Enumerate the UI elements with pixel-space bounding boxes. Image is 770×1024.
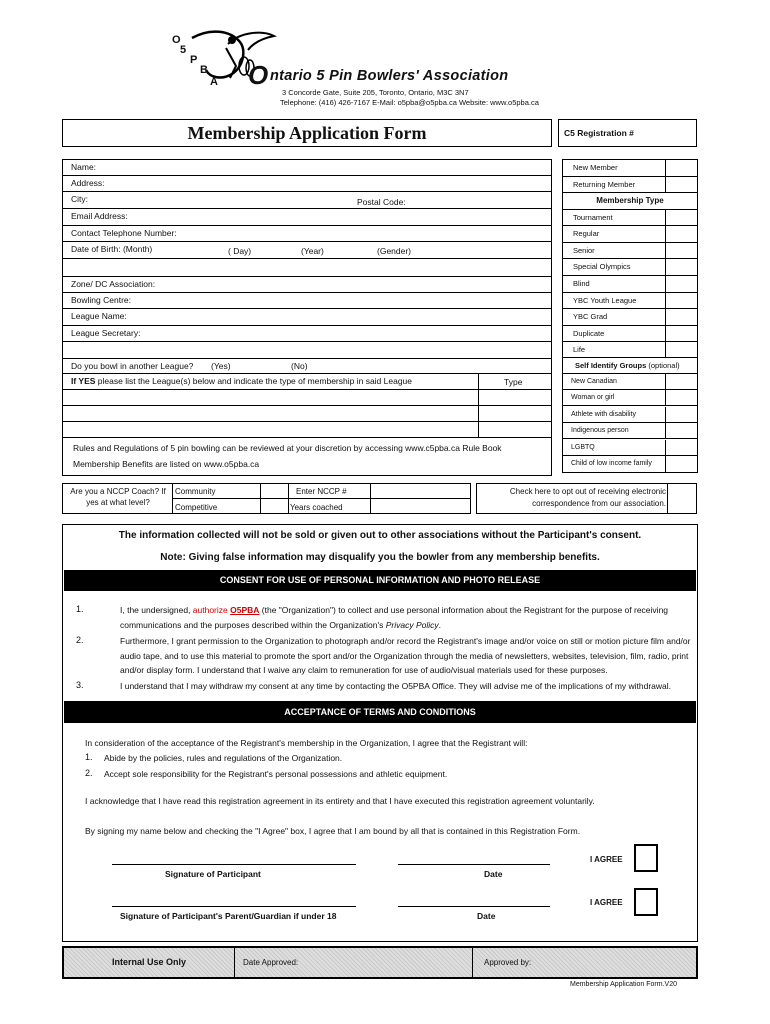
- i-agree-label-1: I AGREE: [590, 855, 623, 864]
- participant-date-line[interactable]: [398, 864, 550, 865]
- league-name-field[interactable]: [63, 309, 551, 326]
- self-identify-group-label: Child of low income family: [571, 460, 652, 467]
- membership-type-label: YBC Youth League: [573, 296, 637, 305]
- bowling-centre-label: Bowling Centre:: [71, 295, 132, 305]
- consent-item-1-number: 1.: [76, 604, 84, 614]
- membership-type-checkbox[interactable]: [665, 276, 697, 293]
- other-league-yes[interactable]: (Yes): [211, 361, 231, 371]
- phone-field[interactable]: [63, 226, 551, 242]
- membership-type-header: Membership Type: [563, 193, 697, 210]
- privacy-policy-text: Privacy Policy: [385, 619, 439, 630]
- new-member-label: New Member: [573, 163, 618, 172]
- internal-divider-2: [472, 948, 473, 977]
- zone-label: Zone/ DC Association:: [71, 279, 156, 289]
- city-field[interactable]: [63, 192, 551, 209]
- rules-note: Rules and Regulations of 5 pin bowling can be reviewed at your discretion by accessing www.c5pba.ca Rule Book: [73, 443, 502, 453]
- c5-registration-label: C5 Registration #: [564, 128, 634, 138]
- returning-member-checkbox[interactable]: [665, 177, 697, 193]
- email-label: Email Address:: [71, 211, 128, 221]
- nccp-coach-question: Are you a NCCP Coach? If yes at what level?: [70, 487, 166, 507]
- membership-type-checkbox[interactable]: [665, 243, 697, 259]
- signing-statement: By signing my name below and checking the "I Agree" box, I agree that I am bound by all that is contained in this Registration Form.: [85, 826, 581, 836]
- membership-type-checkbox[interactable]: [665, 342, 697, 358]
- org-address: 3 Concorde Gate, Suite 205, Toronto, Ontario, M3C 3N7: [282, 88, 469, 97]
- membership-type-label: Life: [573, 345, 586, 354]
- guardian-date-line[interactable]: [398, 906, 550, 907]
- opt-out-checkbox[interactable]: [668, 484, 696, 513]
- logo-letter-a: A: [210, 76, 218, 88]
- membership-type-checkbox[interactable]: [665, 293, 697, 309]
- address-field[interactable]: [63, 176, 551, 192]
- consent-item-3-number: 3.: [76, 680, 84, 690]
- self-identify-group-label: Woman or girl: [571, 394, 615, 401]
- other-league-label: Do you bowl in another League?: [71, 361, 194, 371]
- logo-letter-p: P: [190, 54, 198, 66]
- gender-label: (Gender): [377, 246, 412, 256]
- membership-type-label: Special Olympics: [573, 262, 631, 271]
- form-title: Membership Application Form: [187, 123, 427, 143]
- nccp-number-input[interactable]: [372, 484, 470, 498]
- benefits-note: Membership Benefits are listed on www.o5pba.ca: [73, 459, 260, 469]
- new-member-checkbox[interactable]: [665, 160, 697, 177]
- i-agree-checkbox-2[interactable]: [634, 888, 658, 916]
- guardian-signature-line[interactable]: [112, 906, 356, 907]
- consent-item-1-pre: I, the undersigned,: [120, 605, 193, 615]
- participant-signature-label: Signature of Participant: [165, 869, 261, 879]
- years-coached-input[interactable]: [372, 499, 470, 513]
- date-approved-label: Date Approved:: [243, 958, 299, 967]
- membership-type-checkbox[interactable]: [665, 226, 697, 243]
- other-league-no[interactable]: (No): [291, 361, 308, 371]
- name-field[interactable]: [63, 160, 551, 176]
- zone-field[interactable]: [63, 276, 551, 293]
- internal-divider-1: [234, 948, 235, 977]
- acceptance-header: ACCEPTANCE OF TERMS AND CONDITIONS: [64, 701, 696, 723]
- self-identify-header: [563, 358, 697, 374]
- returning-member-label: Returning Member: [573, 180, 636, 189]
- title-box: [62, 119, 552, 147]
- membership-type-checkbox[interactable]: [665, 210, 697, 226]
- consent-item-2: Furthermore, I grant permission to the Organization to photograph and/or record the Registrant's image and/or voice on still or motion picture film and/or audio tape, and to use this material to promote the sport and/or the Organization through the media of newsletters, websites, television, film, radio, print and/or display form. I understand that I waive any claim to remuneration for use of audio/visual materials used for these purposes.: [120, 636, 691, 675]
- dob-label: Date of Birth: (Month): [71, 244, 153, 254]
- membership-type-label: Blind: [573, 279, 590, 288]
- opt-out-text: Check here to opt out of receiving electronic correspondence from our association.: [509, 487, 666, 508]
- authorize-word: authorize: [192, 605, 228, 615]
- address-label: Address:: [71, 178, 105, 188]
- league-name-label: League Name:: [71, 311, 127, 321]
- if-yes-bold: If YES: [71, 376, 96, 386]
- participant-date-label: Date: [484, 869, 503, 879]
- self-identify-group-checkbox[interactable]: [665, 374, 697, 390]
- name-label: Name:: [71, 162, 97, 172]
- i-agree-label-2: I AGREE: [590, 898, 623, 907]
- self-identify-group-label: New Canadian: [571, 378, 617, 385]
- logo-letter-o: O: [172, 34, 181, 46]
- nccp-number-label: Enter NCCP #: [296, 487, 347, 496]
- consent-item-1: [120, 603, 695, 632]
- acceptance-item-2: Accept sole responsibility for the Registrant's personal possessions and athletic equipment.: [104, 769, 448, 779]
- membership-type-label: Duplicate: [573, 329, 605, 338]
- day-label: ( Day): [228, 246, 252, 256]
- membership-type-label: Regular: [573, 229, 600, 238]
- self-identify-group-label: Athlete with disability: [571, 411, 636, 418]
- type-column-header: Type: [504, 377, 523, 387]
- logo-letter-big-o: O: [248, 60, 269, 90]
- bowling-centre-field[interactable]: [63, 293, 551, 309]
- competitive-option[interactable]: Competitive: [175, 503, 218, 512]
- years-coached-label: Years coached: [290, 503, 343, 512]
- consent-header: CONSENT FOR USE OF PERSONAL INFORMATION AND PHOTO RELEASE: [64, 570, 696, 591]
- email-field[interactable]: [63, 209, 551, 226]
- approved-by-label: Approved by:: [484, 958, 532, 967]
- participant-signature-line[interactable]: [112, 864, 356, 865]
- type-column-divider: [478, 374, 479, 438]
- consent-item-2-number: 2.: [76, 635, 84, 645]
- year-label: (Year): [301, 246, 324, 256]
- self-identify-group-label: LGBTQ: [571, 444, 595, 451]
- consent-item-3: I understand that I may withdraw my consent at any time by contacting the O5PBA Office. They will advise me of the implications of my withdrawal.: [120, 681, 672, 691]
- authorized-org-name: O5PBA: [230, 605, 260, 615]
- consent-item-1-end: .: [438, 619, 442, 630]
- self-identify-label: Self Identify Groups: [575, 361, 647, 370]
- membership-type-label: YBC Grad: [573, 312, 608, 321]
- self-identify-group-checkbox[interactable]: [665, 407, 697, 423]
- league-secretary-field[interactable]: [63, 326, 551, 342]
- c5-registration-box[interactable]: [558, 119, 697, 147]
- org-contact: Telephone: (416) 426-7167 E-Mail: o5pba@o5pba.ca Website: www.o5pba.ca: [280, 98, 539, 107]
- org-name: ntario 5 Pin Bowlers' Association: [270, 68, 509, 84]
- false-info-notice: Note: Giving false information may disqualify you the bowler from any membership benefits.: [160, 552, 600, 563]
- acknowledge-statement: I acknowledge that I have read this registration agreement in its entirety and that I have executed this registration agreement voluntarily.: [85, 796, 595, 806]
- self-identify-group-checkbox[interactable]: [665, 440, 697, 456]
- not-sold-notice: The information collected will not be sold or given out to other associations without the Participant's consent.: [118, 530, 642, 541]
- self-identify-group-label: Indigenous person: [571, 427, 629, 434]
- phone-label: Contact Telephone Number:: [71, 228, 177, 238]
- acceptance-item-1-number: 1.: [85, 752, 93, 762]
- consent-item-1-post: (the "Organization") to collect and use personal information about the Registrant for the purpose of receiving communications and the purposes described within the Organization's: [120, 605, 669, 630]
- guardian-date-label: Date: [477, 911, 496, 921]
- acceptance-item-1: Abide by the policies, rules and regulations of the Organization.: [104, 753, 343, 763]
- membership-type-checkbox[interactable]: [665, 309, 697, 326]
- logo-letter-b: B: [200, 64, 208, 76]
- acceptance-item-2-number: 2.: [85, 768, 93, 778]
- league-secretary-label: League Secretary:: [71, 328, 141, 338]
- membership-type-checkbox[interactable]: [665, 259, 697, 276]
- if-yes-instructions: please list the League(s) below and indicate the type of membership in said League: [95, 376, 413, 386]
- logo-letter-5: 5: [180, 44, 187, 56]
- self-identify-group-checkbox[interactable]: [665, 390, 697, 406]
- postal-code-label: Postal Code:: [357, 197, 406, 207]
- self-identify-group-checkbox[interactable]: [665, 423, 697, 439]
- self-identify-group-checkbox[interactable]: [665, 456, 697, 473]
- membership-type-checkbox[interactable]: [665, 326, 697, 342]
- internal-use-label: Internal Use Only: [112, 957, 187, 967]
- community-option[interactable]: Community: [175, 487, 216, 496]
- city-label: City:: [71, 194, 88, 204]
- membership-type-label: Tournament: [573, 213, 613, 222]
- guardian-signature-label: Signature of Participant's Parent/Guardian if under 18: [120, 911, 337, 921]
- acceptance-intro: In consideration of the acceptance of the Registrant's membership in the Organization, I agree that the Registrant will:: [85, 738, 528, 748]
- optional-label: (optional): [648, 361, 680, 370]
- i-agree-checkbox-1[interactable]: [634, 844, 658, 872]
- membership-type-label: Senior: [573, 246, 595, 255]
- form-version: Membership Application Form.V20: [570, 981, 677, 988]
